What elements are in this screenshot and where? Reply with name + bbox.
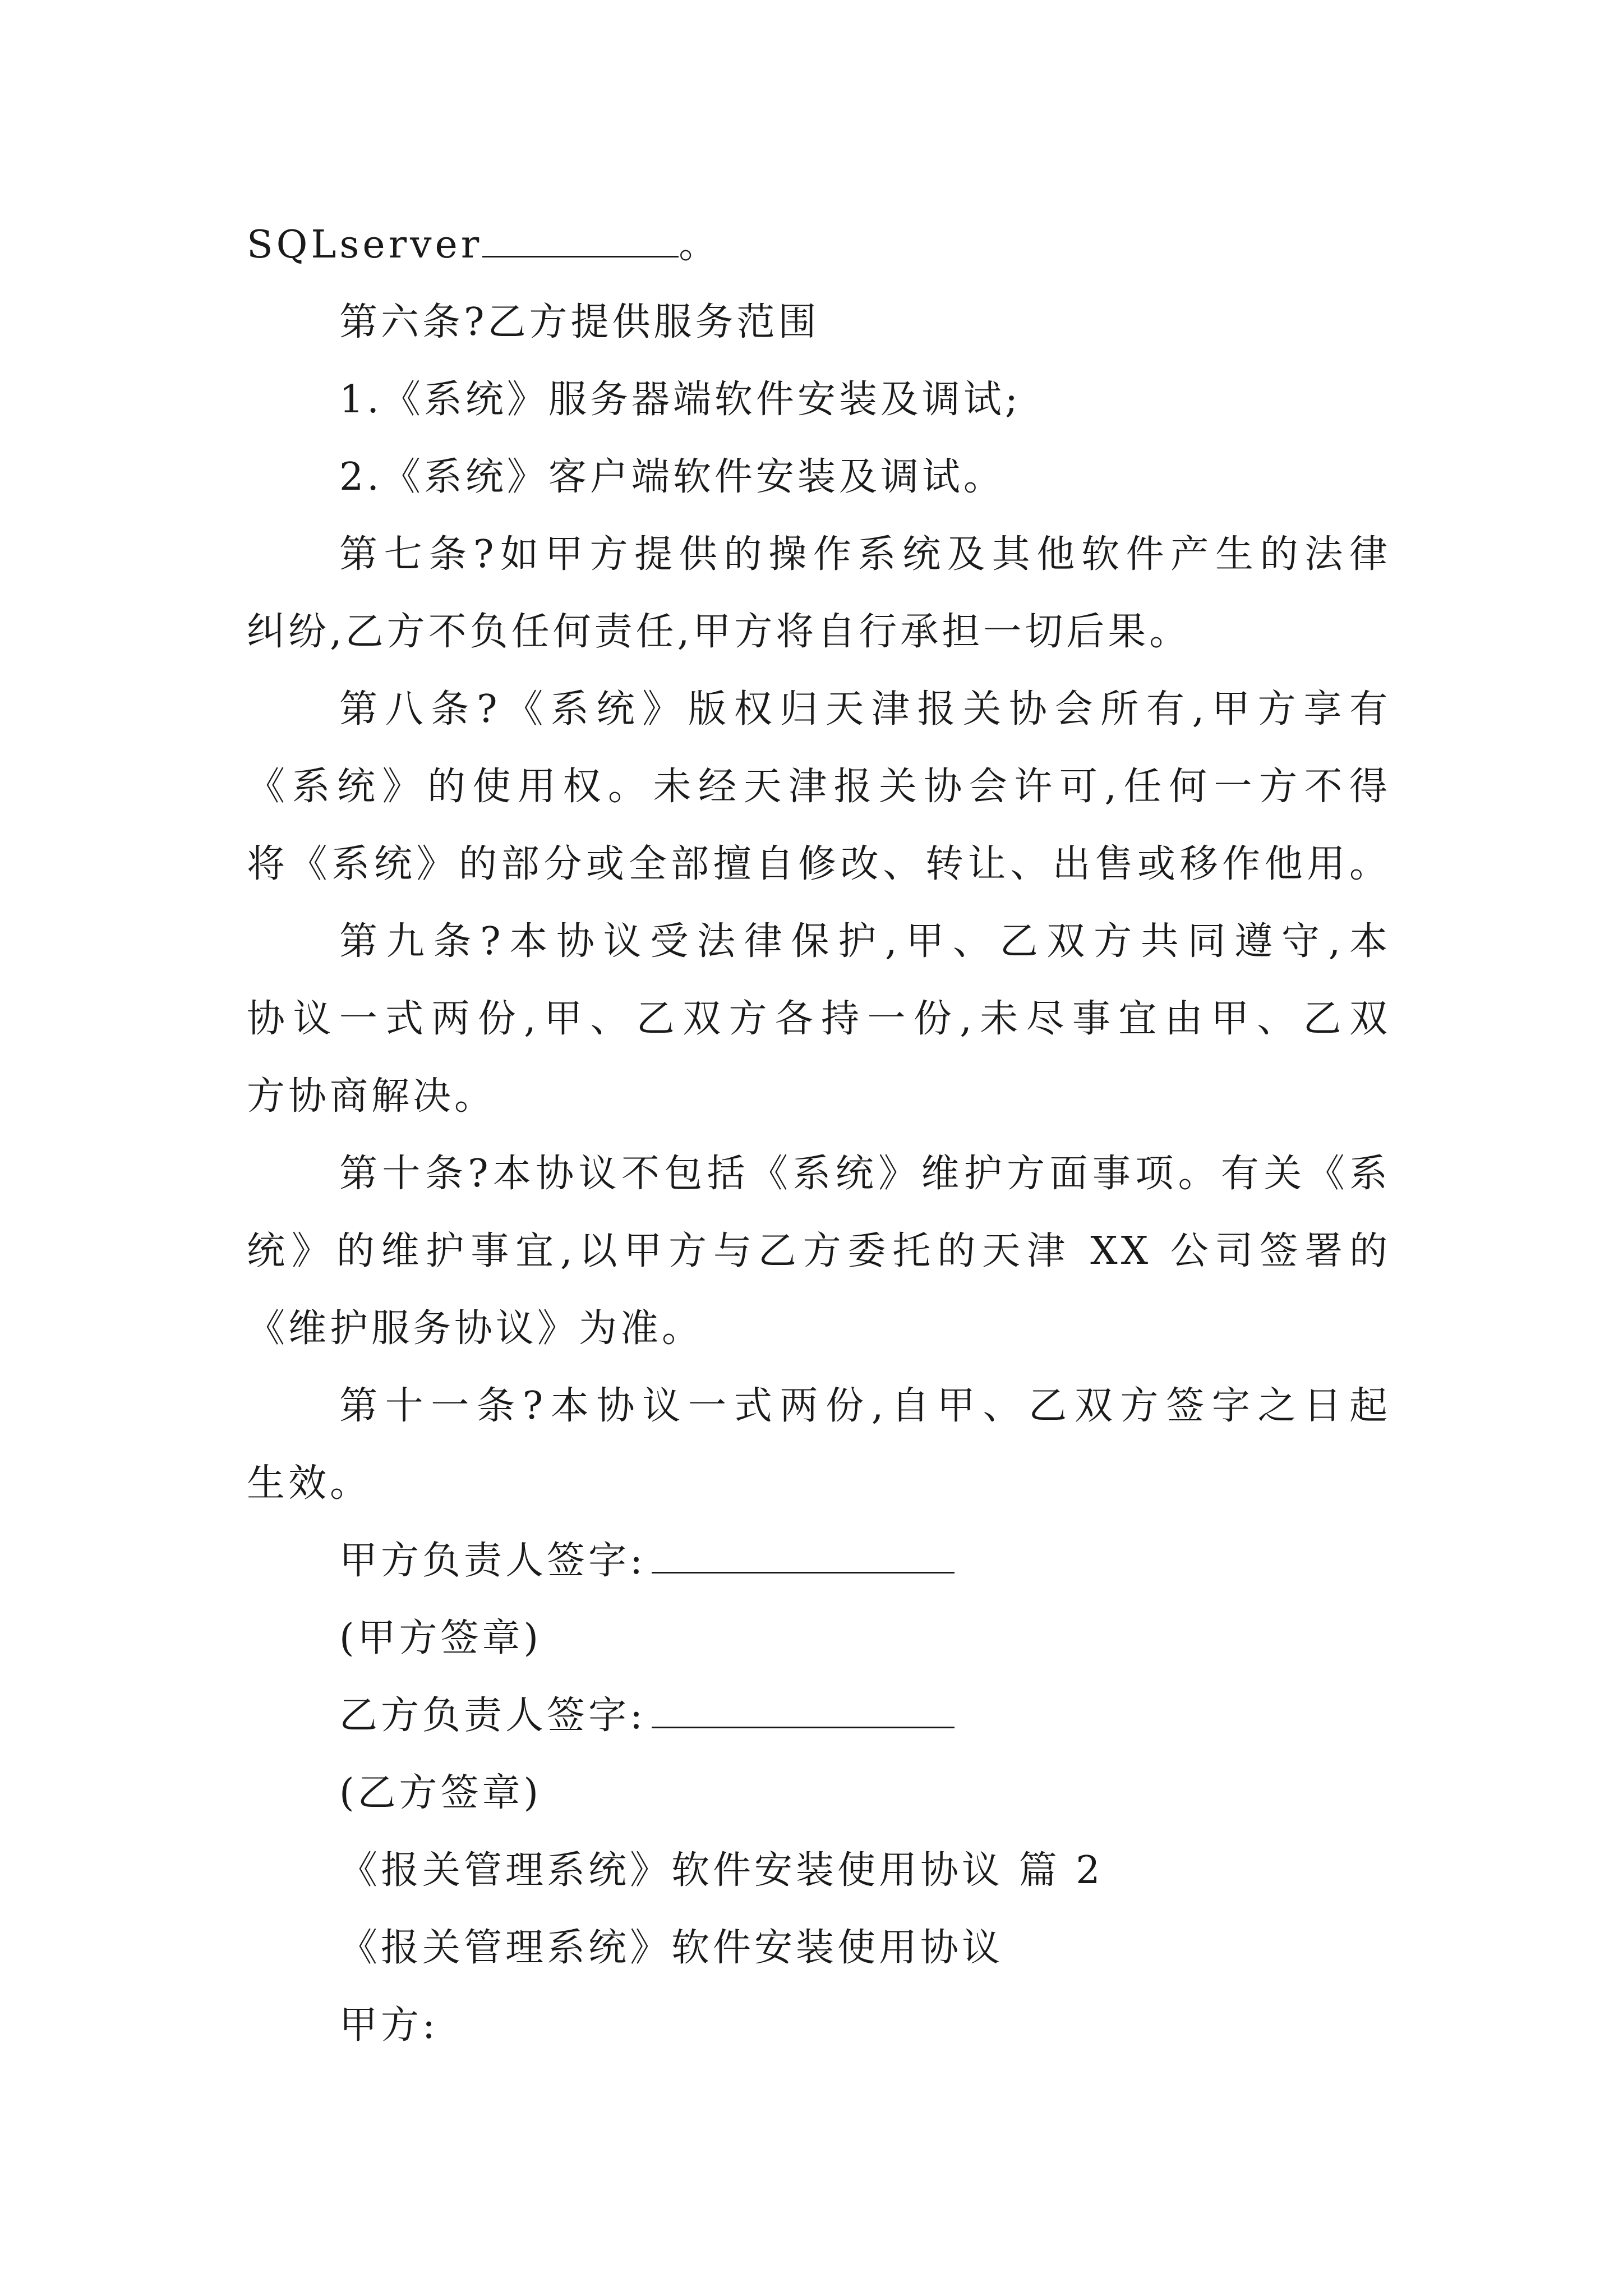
party-b-signature-blank (652, 1692, 955, 1728)
article-8-line-1: 第八条?《系统》版权归天津报关协会所有,甲方享有 (339, 687, 1391, 731)
article-9-line-1: 第九条?本协议受法律保护,甲、乙双方共同遵守,本 (339, 919, 1391, 964)
party-b-signature-label: 乙方负责人签字: (339, 1694, 646, 1738)
party-a-signature-line (339, 1536, 1391, 1586)
article-10-line-3: 《维护服务协议》为准。 (247, 1306, 704, 1351)
agreement-title: 《报关管理系统》软件安装使用协议 (339, 1926, 1004, 1970)
section-title-part-2: 《报关管理系统》软件安装使用协议 篇 2 (339, 1848, 1104, 1893)
period-text: 。 (679, 223, 721, 267)
party-a-seal: (甲方签章) (339, 1616, 542, 1660)
article-9-line-3: 方协商解决。 (247, 1074, 496, 1119)
article-7-line-1: 第七条?如甲方提供的操作系统及其他软件产生的法律 (339, 532, 1391, 577)
article-8-line-2: 《系统》的使用权。未经天津报关协会许可,任何一方不得 (247, 765, 1391, 809)
article-6-heading: 第六条?乙方提供服务范围 (339, 300, 820, 344)
party-b-seal: (乙方签章) (339, 1771, 542, 1815)
text-line-sqlserver (247, 220, 1391, 270)
party-a-signature-label: 甲方负责人签字: (339, 1539, 646, 1583)
fill-in-blank (482, 221, 679, 257)
article-9-line-2: 协议一式两份,甲、乙双方各持一份,未尽事宜由甲、乙双 (247, 997, 1391, 1041)
article-11-line-2: 生效。 (247, 1461, 372, 1506)
article-7-line-2: 纠纷,乙方不负任何责任,甲方将自行承担一切后果。 (247, 610, 1191, 654)
article-6-item-2: 2.《系统》客户端软件安装及调试。 (339, 455, 1005, 499)
sqlserver-text: SQLserver (247, 223, 483, 267)
article-11-line-1: 第十一条?本协议一式两份,自甲、乙双方签字之日起 (339, 1384, 1391, 1428)
party-a-label: 甲方: (339, 2003, 439, 2047)
party-b-signature-line (339, 1691, 1391, 1741)
article-6-item-1: 1.《系统》服务器端软件安装及调试; (339, 378, 1021, 422)
party-a-signature-blank (652, 1537, 955, 1573)
article-10-line-1: 第十条?本协议不包括《系统》维护方面事项。有关《系 (339, 1152, 1391, 1196)
article-8-line-3: 将《系统》的部分或全部擅自修改、转让、出售或移作他用。 (247, 842, 1391, 886)
article-10-line-2: 统》的维护事宜,以甲方与乙方委托的天津 XX 公司签署的 (247, 1229, 1391, 1273)
